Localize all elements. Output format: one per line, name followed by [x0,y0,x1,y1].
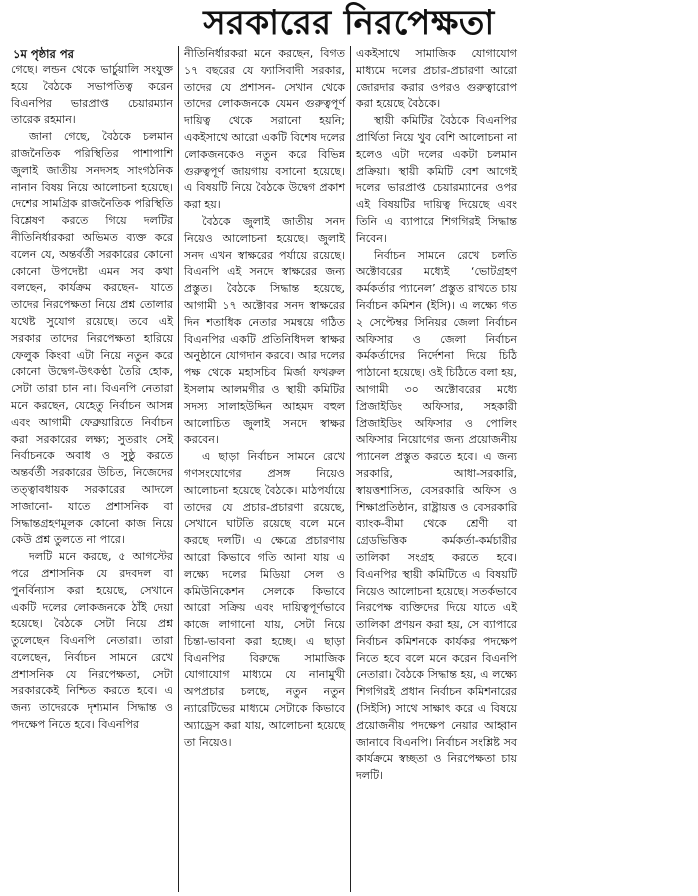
headline: সরকারের নিরপেক্ষতা [203,3,495,43]
paragraph: এ ছাড়া নির্বাচন সামনে রেখে গণসংযোগের প্রসঙ্গ নিয়েও আলোচনা হয়েছে বৈঠকে। মাঠপর্যায়ে তাদের যে প্রচার-প্রচারণা রয়েছে, সেখানে ঘাটতি রয়েছে বলে মনে করছে দলটি। এ ক্ষেত্রে প্রচারণায় আরো কিভাবে গতি আনা যায় এ লক্ষ্যে দলের মিডিয়া সেল ও কমিউনিকেশন সেলকে কিভাবে আরো সক্রিয় এবং দায়িত্বপূর্ণভাবে কাজে লাগানো যায়, সেটা নিয়ে চিন্তা-ভাবনা করা হচ্ছে। এ ছাড়া বিএনপির বিরুদ্ধে সামাজিক যোগাযোগ মাধ্যমে যে নানামুখী অপপ্রচার চলছে, নতুন নতুন ন্যারেটিভের মাধ্যমে সেটাকে কিভাবে অ্যাড্রেস করা যায়, আলোচনা হয়েছে তা নিয়েও। [184,450,345,749]
paragraph: দলটি মনে করছে, ৫ আগস্টের পরে প্রশাসনিক যে রদবদল বা পুনর্বিন্যাস করা হয়েছে, সেখানে একটি দলের লোকজনকে ঠাঁই দেয়া হয়েছে। বৈঠকে সেটা নিয়ে প্রশ্ন তুলেছেন বিএনপি নেতারা। তারা বলেছেন, নির্বাচন সামনে রেখে প্রশাসনিক যে নিরপেক্ষতা, সেটা সরকারকেই নিশ্চিত করতে হবে। এ জন্য তাদেরকে দৃশ্যমান সিদ্ধান্ত ও পদক্ষেপ নিতে হবে। বিএনপির [11,550,173,732]
paragraph: নির্বাচন সামনে রেখে চলতি অক্টোবরের মধ্যেই ‘ভোটগ্রহণ কর্মকর্তার প্যানেল’ প্রস্তুত রাখতে চায় নির্বাচন কমিশন (ইসি)। এ লক্ষ্যে গত ২ সেপ্টেম্বর সিনিয়র জেলা নির্বাচন অফিসার ও জেলা নির্বাচন কর্মকর্তাদের নির্দেশনা দিয়ে চিঠি পাঠানো হয়েছে। ওই চিঠিতে বলা হয়, আগামী ৩০ অক্টোবরের মধ্যে প্রিজাইডিং অফিসার, সহকারী প্রিজাইডিং অফিসার ও পোলিং অফিসার নিয়োগের জন্য প্রয়োজনীয় প্যানেল প্রস্তুত করতে হবে। এ জন্য সরকারি, আধা-সরকারি, স্বায়ত্তশাসিত, বেসরকারি অফিস ও শিক্ষাপ্রতিষ্ঠান, রাষ্ট্রায়ত্ত ও বেসরকারি ব্যাংক-বীমা থেকে শ্রেণী বা গ্রেডভিত্তিক কর্মকর্তা-কর্মচারীর তালিকা সংগ্রহ করতে হবে। বিএনপির স্থায়ী কমিটিতে এ বিষয়টি নিয়েও আলোচনা হয়েছে। সতর্কভাবে নিরপেক্ষ ব্যক্তিদের দিয়ে যাতে এই তালিকা প্রণয়ন করা হয়, সে ব্যাপারে নির্বাচন কমিশনকে কার্যকর পদক্ষেপ নিতে হবে বলে মনে করেন বিএনপি নেতারা। বৈঠকে সিদ্ধান্ত হয়, এ লক্ষ্যে শিগগিরই প্রধান নির্বাচন কমিশনারের (সিইসি) সাথে সাক্ষাৎ করে এ বিষয়ে প্রয়োজনীয় পদক্ষেপ নেয়ার আহ্বান জানাবে বিএনপি। নির্বাচন সংশ্লিষ্ট সব কার্যক্রমে স্বচ্ছতা ও নিরপেক্ষতা চায় দলটি। [356,248,517,783]
column-1 [6,46,178,892]
paragraph: স্থায়ী কমিটির বৈঠকে বিএনপির প্রার্থিতা নিয়ে খুব বেশি আলোচনা না হলেও এটা দলের একটা চলমান প্রক্রিয়া। স্থায়ী কমিটি বেশ আগেই দলের ভারপ্রাপ্ত চেয়ারম্যানের ওপর এই বিষয়টির দায়িত্ব দিয়েছে এবং তিনি এ ব্যাপারে শিগগিরই সিদ্ধান্ত নিবেন। [356,114,517,245]
paragraph: গেছে। লন্ডন থেকে ভার্চুয়ালি সংযুক্ত হয়ে বৈঠকে সভাপতিত্ব করেন বিএনপির ভারপ্রাপ্ত চেয়ারম্যান তারেক রহমান। [11,63,173,127]
column-3 [350,46,522,892]
paragraph: নীতিনির্ধারকরা মনে করছেন, বিগত ১৭ বছরের যে ফ্যাসিবাদী সরকার, তাদের যে প্রশাসন- সেখান থেকে তাদের লোকজনকে যেমন গুরুত্বপূর্ণ দায়িত্ব থেকে সরানো হয়নি; একইসাথে আরো একটি বিশেষ দলের লোকজনকেও নতুন করে বিভিন্ন গুরুত্বপূর্ণ জায়গায় বসানো হয়েছে। এ বিষয়টি নিয়ে বৈঠকে উদ্বেগ প্রকাশ করা হয়। [184,47,345,212]
continued-from-label: ১ম পৃষ্ঠার পর [13,47,74,61]
paragraph: জানা গেছে, বৈঠকে চলমান রাজনৈতিক পরিস্থিতির পাশাপাশি জুলাই জাতীয় সনদসহ সাংগঠনিক নানান বিষয় নিয়ে আলোচনা হয়েছে। দেশের সামগ্রিক রাজনৈতিক পরিস্থিতি বিশ্লেষণ করতে গিয়ে দলটির নীতিনির্ধারকরা অভিমত ব্যক্ত করে বলেন যে, অন্তর্বর্তী সরকারের কোনো কোনো উপদেষ্টা এমন সব কথা বলছেন, কার্যক্রম করছেন- যাতে তাদের নিরপেক্ষতা নিয়ে প্রশ্ন তোলার যথেষ্ট সুযোগ রয়েছে। তবে এই সরকার তাদের নিরপেক্ষতা হারিয়ে ফেলুক কিংবা এটা নিয়ে নতুন করে কোনো উদ্বেগ-উৎকণ্ঠা তৈরি হোক, সেটা তারা চান না। বিএনপি নেতারা মনে করছেন, যেহেতু নির্বাচন আসন্ন এবং আগামী ফেব্রুয়ারিতে নির্বাচন করা সরকারের লক্ষ্য; সুতরাং সেই নির্বাচনকে অবাধ ও সুষ্ঠু করতে অন্তর্বর্তী সরকারের উচিত, নিজেদের তত্ত্বাবধায়ক সরকারের আদলে সাজানো- যাতে প্রশাসনিক বা সিদ্ধান্তগ্রহণমূলক কোনো কাজ নিয়ে কেউ প্রশ্ন তুলতে না পারে। [11,130,173,547]
article-body [6,46,692,892]
paragraph: একইসাথে সামাজিক যোগাযোগ মাধ্যমে দলের প্রচার-প্রচারণা আরো জোরদার করার ওপরও গুরুত্বারোপ করা হয়েছে বৈঠকে। [356,47,517,111]
column-2 [178,46,350,892]
paragraph: বৈঠকে জুলাই জাতীয় সনদ নিয়েও আলোচনা হয়েছে। জুলাই সনদ এখন স্বাক্ষরের পর্যায়ে রয়েছে। বিএনপি এই সনদে স্বাক্ষরের জন্য প্রস্তুত। বৈঠকে সিদ্ধান্ত হয়েছে, আগামী ১৭ অক্টোবর সনদ স্বাক্ষরের দিন শতাধিক নেতার সমন্বয়ে গঠিত বিএনপির একটি প্রতিনিধিদল স্বাক্ষর অনুষ্ঠানে যোগদান করবে। আর দলের পক্ষ থেকে মহাসচিব মির্জা ফখরুল ইসলাম আলমগীর ও স্থায়ী কমিটির সদস্য সালাহউদ্দিন আহমদ বহুল আলোচিত জুলাই সনদে স্বাক্ষর করবেন। [184,214,345,447]
